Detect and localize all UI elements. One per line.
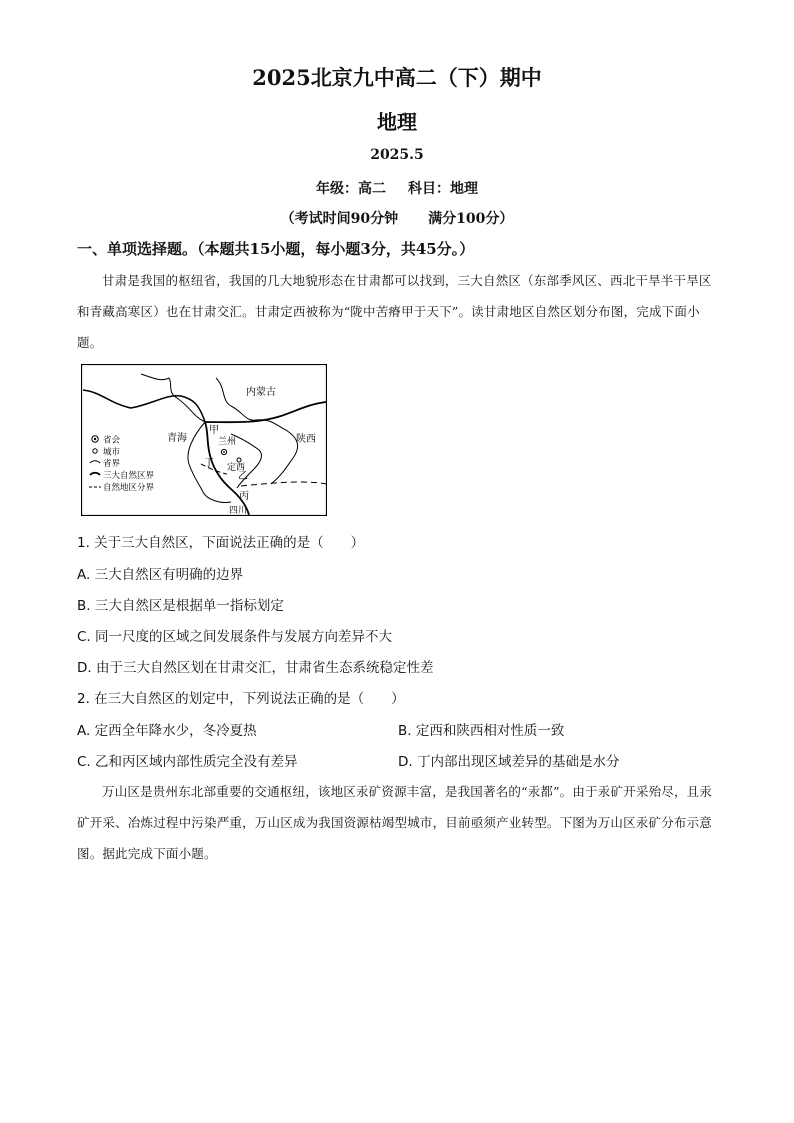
legend-capital-icon-dot [94, 438, 96, 440]
exam-meta [0, 178, 794, 198]
label-ding: 丁 [204, 458, 214, 469]
legend-natural-area: 自然地区分界 [103, 483, 155, 493]
label-qinghai: 青海 [167, 433, 187, 444]
legend-city: 城市 [103, 447, 121, 458]
exam-date: 2025.5 [370, 147, 424, 163]
exam-subject: 地理 [377, 110, 417, 134]
exam-time [0, 208, 794, 228]
legend-capital: 省会 [103, 435, 121, 446]
label-jia: 甲 [209, 425, 219, 436]
label-bing: 丙 [239, 491, 249, 502]
question-1-option-a[interactable]: A. 三大自然区有明确的边界 [77, 567, 244, 583]
legend-province-border: 省界 [103, 459, 121, 469]
question-1-option-d[interactable]: D. 由于三大自然区划在甘肃交汇，甘肃省生态系统稳定性差 [77, 660, 434, 676]
label-sichuan: 四川 [229, 506, 248, 516]
gansu-region-map [81, 364, 327, 516]
passage-wanshan: 万山区是贵州东北部重要的交通枢纽，该地区汞矿资源丰富，是我国著名的“汞都”。由于汞矿开采殆尽，且汞矿开采、冶炼过程中污染严重，万山区成为我国资源枯竭型城市，目前亟须产业转型。下图为万山区汞矿分布示意图。据此完成下面小题。 [77, 784, 713, 861]
subject-label: 科目：地理 [408, 181, 478, 197]
question-2-option-c[interactable]: C. 乙和丙区域内部性质完全没有差异 [77, 754, 298, 770]
section-heading: 一、单项选择题。（本题共15小题，每小题3分，共45分。） [77, 240, 475, 258]
question-1-stem: 1. 关于三大自然区，下面说法正确的是（ ） [77, 535, 365, 551]
label-dingxi: 定西 [227, 463, 246, 473]
question-2-stem: 2. 在三大自然区的划定中，下列说法正确的是（ ） [77, 691, 405, 707]
grade-label: 年级：高二 [316, 181, 386, 197]
question-1-option-c[interactable]: C. 同一尺度的区域之间发展条件与发展方向差异不大 [77, 629, 393, 645]
question-2-option-d[interactable]: D. 丁内部出现区域差异的基础是水分 [398, 754, 620, 770]
time-label: （考试时间90分钟 [280, 211, 399, 227]
passage-gansu: 甘肃是我国的枢纽省，我国的几大地貌形态在甘肃都可以找到，三大自然区（东部季风区、西北干旱半干旱区和青藏高寒区）也在甘肃交汇。甘肃定西被称为“陇中苦瘠甲于天下”。读甘肃地区自然区划分布图，完成下面小题。 [77, 273, 712, 350]
score-label: 满分100分） [428, 211, 514, 227]
exam-title: 2025北京九中高二（下）期中 [252, 65, 542, 90]
label-shaanxi: 陕西 [296, 434, 316, 445]
legend-three-regions: 三大自然区界 [103, 471, 155, 481]
label-lanzhou: 兰州 [218, 437, 237, 447]
label-inner-mongolia: 内蒙古 [246, 387, 276, 398]
label-yi: 乙 [238, 471, 248, 482]
question-2-option-b[interactable]: B. 定西和陕西相对性质一致 [398, 723, 565, 739]
question-2-option-a[interactable]: A. 定西全年降水少，冬冷夏热 [77, 723, 257, 739]
lanzhou-marker-dot [223, 451, 225, 453]
question-1-option-b[interactable]: B. 三大自然区是根据单一指标划定 [77, 598, 284, 614]
